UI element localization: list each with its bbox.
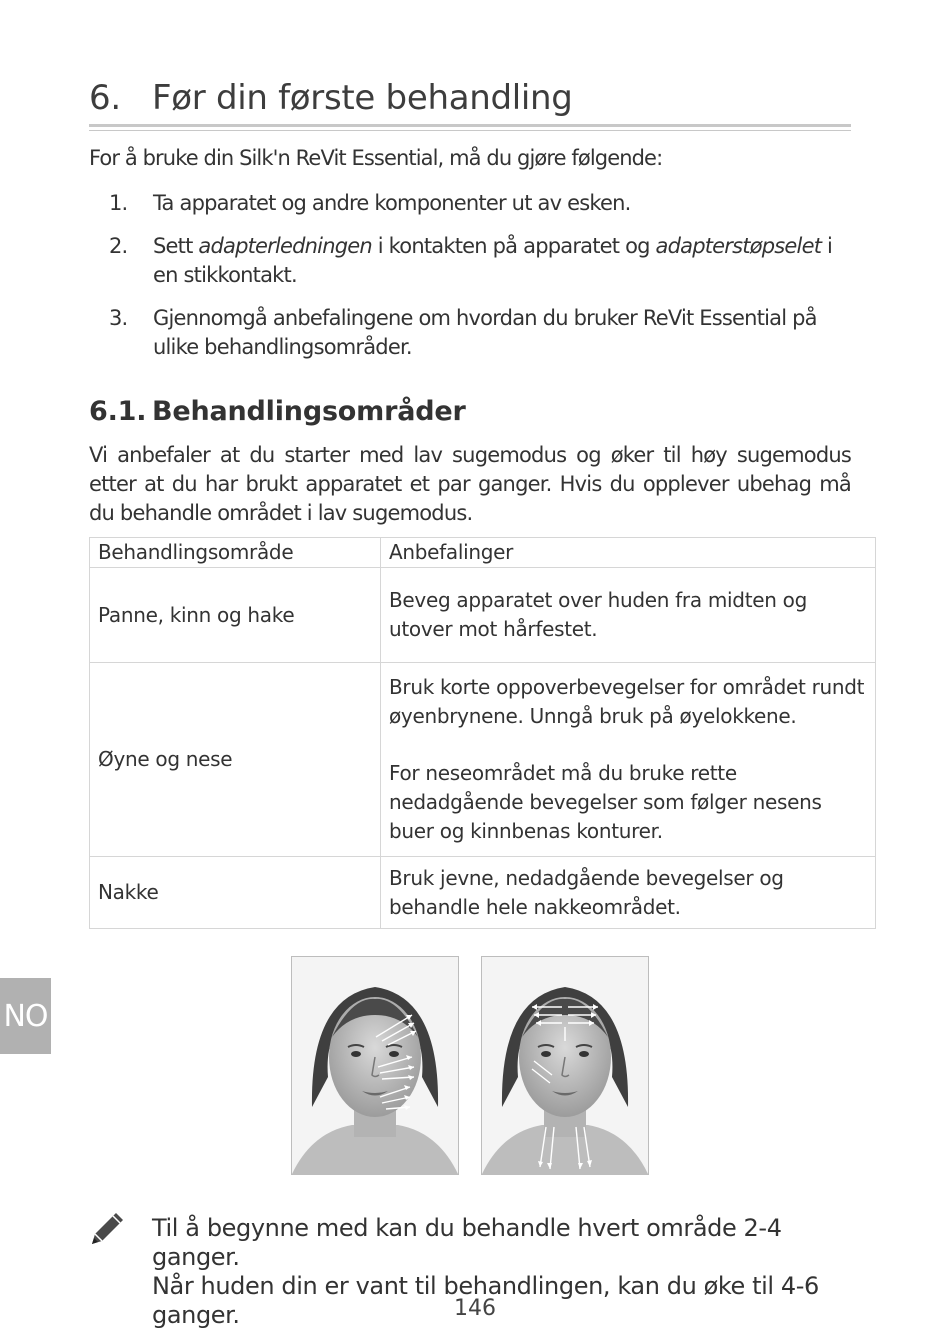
section-number: 6. <box>89 78 121 118</box>
step-text-post: i en stikkontakt. <box>153 234 833 287</box>
note-line-1: Til å begynne med kan du behandle hvert område 2-4 ganger. <box>152 1214 782 1271</box>
subsection-number: 6.1. <box>89 396 147 427</box>
note-line-2: Når huden din er vant til behandlingen, kan du øke til 4-6 ganger. <box>152 1272 819 1329</box>
subsection-title: Behandlingsområder <box>152 396 466 427</box>
table-cell-area: Øyne og nese <box>90 663 381 857</box>
table-row <box>90 568 876 663</box>
table-cell-recommendation: Beveg apparatet over huden fra midten og utover mot hårfestet. <box>381 568 876 663</box>
table-row <box>90 857 876 929</box>
subsection-heading <box>89 396 851 427</box>
intro-text: For å bruke din Silk'n ReVit Essential, må du gjøre følgende: <box>89 146 663 170</box>
recommendations-table <box>89 537 876 929</box>
table-header-row <box>90 538 876 568</box>
table-cell-recommendation: Bruk jevne, nedadgående bevegelser og behandle hele nakkeområdet. <box>381 857 876 929</box>
page-number: 146 <box>454 1296 496 1321</box>
list-item <box>89 189 851 218</box>
table-row <box>90 663 876 857</box>
table-cell-area: Nakke <box>90 857 381 929</box>
section-heading <box>89 78 851 118</box>
body-paragraph: Vi anbefaler at du starter med lav sugemodus og øker til høy sugemodus etter at du har brukt apparatet et par ganger. Hvis du opplever ubehag må du behandle området i lav sugemodus. <box>89 443 851 525</box>
section-title: Før din første behandling <box>152 78 573 118</box>
step-text: Gjennomgå anbefalingene om hvordan du bruker ReVit Essential på ulike behandlingsområder. <box>153 306 817 359</box>
recommendation-nose: For neseområdet må du bruke rette nedadgående bevegelser som følger nesens buer og kinnbenas konturer. <box>389 761 822 843</box>
table-cell-recommendation <box>381 663 876 857</box>
language-tab: NO <box>0 978 51 1054</box>
heading-rule-thin <box>89 130 851 131</box>
face-illustration-eyes-neck <box>481 956 649 1175</box>
table-header-area: Behandlingsområde <box>90 538 381 568</box>
table-cell-area: Panne, kinn og hake <box>90 568 381 663</box>
table-header-recommendations: Anbefalinger <box>381 538 876 568</box>
step-number: 1. <box>109 191 128 215</box>
face-illustration-forehead-cheeks <box>291 956 459 1175</box>
recommendation-eyebrows: Bruk korte oppoverbevegelser for området rundt øyenbrynene. Unngå bruk på øyelokkene. <box>389 675 865 728</box>
step-number: 3. <box>109 306 128 330</box>
step-text-pre: Sett <box>153 234 199 258</box>
list-item <box>89 232 851 290</box>
step-em-adapter-cord: adapterledningen <box>198 234 372 258</box>
steps-list <box>89 189 851 376</box>
heading-rule <box>89 124 851 127</box>
step-text: Ta apparatet og andre komponenter ut av esken. <box>153 191 631 215</box>
step-em-adapter-plug: adapterstøpselet <box>655 234 822 258</box>
pencil-icon <box>88 1208 128 1252</box>
list-item <box>89 304 851 362</box>
step-text-mid: i kontakten på apparatet og <box>371 234 656 258</box>
step-number: 2. <box>109 234 128 258</box>
